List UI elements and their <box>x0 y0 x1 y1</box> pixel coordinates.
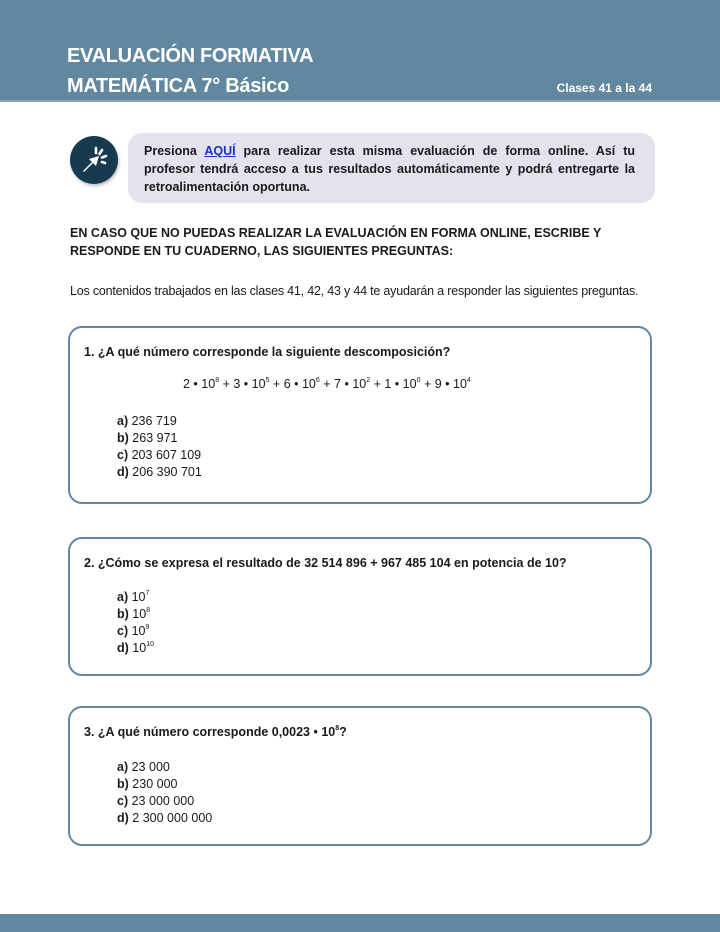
question-2-box <box>68 537 652 676</box>
question-3-options <box>117 759 212 827</box>
option-c: c) 203 607 109 <box>117 448 202 462</box>
question-2-options <box>117 589 154 657</box>
intro-text: Los contenidos trabajados en las clases 41, 42, 43 y 44 te ayudarán a responder las siguientes preguntas. <box>70 284 639 298</box>
option-d: d) $10^{10}$ <box>117 641 154 655</box>
option-a: a) 236 719 <box>117 414 177 428</box>
option-b: b) 230 000 <box>117 777 178 791</box>
option-c: c) $10^9$ <box>117 624 150 638</box>
question-1-expression: 2 • $10^8 + 3$ • $10^5 + 6$ • $10^6 + 7$ • $10^2 + 1$ • $10^0 + 9$ • $10^4$ <box>183 377 471 391</box>
option-b: b) $10^8$ <box>117 607 151 621</box>
question-3-title: 3. ¿A qué número corresponde 0,0023 • $10^8$? <box>84 725 347 739</box>
cursor-click-icon <box>70 136 118 184</box>
question-3-box <box>68 706 652 846</box>
header-title-line1: EVALUACIÓN FORMATIVA <box>67 45 314 67</box>
question-2-title: 2. ¿Cómo se expresa el resultado de 32 514 896 + 967 485 104 en potencia de 10? <box>84 556 567 570</box>
option-d: d) 206 390 701 <box>117 465 202 479</box>
page-footer-bar <box>0 914 720 932</box>
question-1-title: 1. ¿A qué número corresponde la siguiente descomposición? <box>84 345 451 359</box>
offline-instruction: EN CASO QUE NO PUEDAS REALIZAR LA EVALUACIÓN EN FORMA ONLINE, ESCRIBE Y RESPONDE EN TU CUADERNO, LAS SIGUIENTES PREGUNTAS: <box>70 226 602 258</box>
page-header <box>0 0 720 102</box>
online-evaluation-notice <box>128 133 655 203</box>
question-1-box <box>68 326 652 504</box>
option-a: a) $10^7$ <box>117 590 150 604</box>
header-title-line2: MATEMÁTICA 7° Básico <box>67 75 290 97</box>
notice-suffix: para realizar esta misma evaluación de forma online. Así tu profesor tendrá acceso a tus resultados automáticamente y podrá entregarte la retroalimentación oportuna. <box>144 144 636 194</box>
header-classes-label: Clases 41 a la 44 <box>556 81 652 95</box>
option-a: a) 23 000 <box>117 760 170 774</box>
online-evaluation-link[interactable]: AQUÍ <box>204 144 236 158</box>
option-b: b) 263 971 <box>117 431 178 445</box>
option-c: c) 23 000 000 <box>117 794 195 808</box>
option-d: d) 2 300 000 000 <box>117 811 213 825</box>
notice-prefix: Presiona <box>144 144 205 158</box>
question-1-options <box>117 413 202 481</box>
